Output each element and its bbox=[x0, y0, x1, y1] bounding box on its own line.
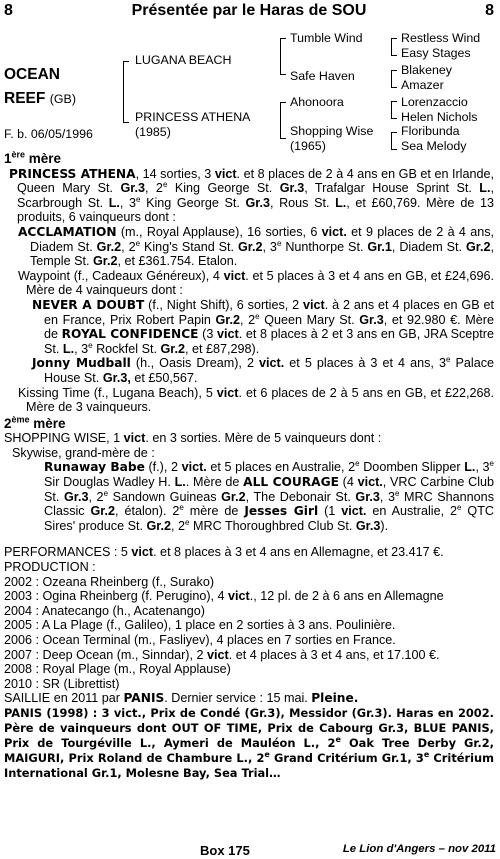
page-number-left: 8 bbox=[4, 2, 13, 19]
sale-reference: Le Lion d'Angers – nov 2011 bbox=[342, 843, 496, 855]
ggs-bracket-2 bbox=[391, 70, 397, 88]
second-dam-heading: 2ème mère bbox=[4, 414, 66, 431]
sire-bracket bbox=[280, 38, 286, 75]
saillie-line: SAILLIE en 2011 par PANIS. Dernier service : 15 mai. Pleine. bbox=[4, 691, 359, 706]
offspring-kissing-time: Kissing Time (f., Lugana Beach), 5 vict. et 6 places de 2 à 5 ans en GB, et £22,268. Mère de 3 vainqueurs. bbox=[18, 385, 494, 415]
ggs-bracket-1 bbox=[391, 38, 397, 56]
grandsire-2: Safe Haven bbox=[290, 69, 355, 83]
horse-name-line1: OCEAN bbox=[4, 66, 60, 83]
catalogue-body bbox=[4, 149, 495, 781]
horse-origin: (GB) bbox=[49, 92, 76, 106]
production-2004: 2004 : Anatecango (h., Acatenango) bbox=[4, 603, 205, 618]
offspring-acclamation: ACCLAMATION (m., Royal Applause), 16 sorties, 6 vict. et 9 places de 2 à 4 ans, Diadem St. Gr.2, 2e King's Stand St. Gr.2, 3e Nunthorpe St. Gr.1, Diadem St. Gr.2, Temple St. Gr.2, et £361.754. Etalon. bbox=[18, 224, 494, 269]
grandsire-3: Ahonoora bbox=[290, 95, 344, 109]
offspring-never-a-doubt: NEVER A DOUBT (f., Night Shift), 6 sorties, 2 vict. à 2 ans et 4 places en GB et en France, Prix Robert Papin Gr.2, 2e Queen Mary St. Gr.3, et 92.980 €. Mère de ROYAL CONFIDENCE (3 vict. et 8 places à 2 et 3 ans en GB, JRA Sceptre St. L., 3e Rockfel St. Gr.2, et £87,298). bbox=[32, 297, 495, 356]
grandsire-1: Tumble Wind bbox=[290, 31, 363, 45]
first-dam-paragraph: PRINCESS ATHENA, 14 sorties, 3 vict. et 8 places de 2 à 4 ans en GB et en Irlande, Queen Mary St. Gr.3, 2e King George St. Gr.3, Trafalgar House Sprint St. L., Scarbrough St. L., 3e King George St. Gr.3, Rous St. L., et £60,769. Mère de 13 produits, 6 vainqueurs dont : bbox=[9, 166, 494, 225]
ggs-1b: Easy Stages bbox=[401, 46, 471, 60]
page-header bbox=[4, 0, 494, 22]
page-title: Présentée par le Haras de SOU bbox=[131, 2, 367, 19]
ggs-4b: Sea Melody bbox=[401, 139, 467, 153]
offspring-waypoint: Waypoint (f., Cadeaux Généreux), 4 vict. et 5 places à 3 et 4 ans en GB, et £24,696. Mère de 4 vainqueurs dont : bbox=[18, 268, 494, 298]
horse-name-line2: REEF bbox=[4, 90, 46, 107]
performances-line: PERFORMANCES : 5 vict. et 8 places à 3 et 4 ans en Allemagne, et 23.417 €. bbox=[4, 545, 444, 560]
production-2010: 2010 : SR (Librettist) bbox=[4, 676, 120, 691]
ggs-4a: Floribunda bbox=[401, 124, 460, 138]
production-2003: 2003 : Ogina Rheinberg (f. Perugino), 4 vict., 12 pl. de 2 à 6 ans en Allemagne bbox=[4, 589, 444, 604]
ggs-2b: Amazer bbox=[401, 78, 444, 92]
sire-dam-bracket bbox=[123, 61, 129, 123]
box-number: Box 175 bbox=[200, 843, 250, 858]
ggs-1a: Restless Wind bbox=[401, 31, 481, 45]
dam-bracket bbox=[280, 102, 286, 139]
panis-paragraph: PANIS (1998) : 3 vict., Prix de Condé (Gr.3), Messidor (Gr.3). Haras en 2002. Père de vainqueurs dont OUT OF TIME, Prix de Cabourg Gr.3, BLUE PANIS, Prix de Tourgéville L., Aymeri de Mauléon L., 2e Oak Tree Derby Gr.2, MAIGURI, Prix Roland de Chambure L., 2e Grand Critérium Gr.1, 3e Critérium International Gr.1, Molesne Bay, Sea Trial… bbox=[4, 705, 494, 780]
ggs-3b: Helen Nichols bbox=[401, 110, 478, 124]
horse-info: F. b. 06/05/1996 bbox=[4, 127, 93, 141]
page-footer bbox=[0, 843, 496, 859]
skywise-line: Skywise, grand-mère de : bbox=[12, 445, 155, 460]
production-heading: PRODUCTION : bbox=[4, 560, 96, 575]
grandsire-4: Shopping Wise bbox=[290, 124, 374, 138]
production-2002: 2002 : Ozeana Rheinberg (f., Surako) bbox=[4, 574, 215, 589]
ggs-2a: Blakeney bbox=[401, 63, 452, 77]
production-2006: 2006 : Ocean Terminal (m., Fasliyev), 4 places en 7 sorties en France. bbox=[4, 633, 396, 647]
production-2008: 2008 : Royal Plage (m., Royal Applause) bbox=[4, 662, 231, 677]
offspring-jonny-mudball: Jonny Mudball (h., Oasis Dream), 2 vict. et 5 places à 3 et 4 ans, 3e Palace House St. Gr.3, et £50,567. bbox=[32, 355, 495, 385]
second-dam-paragraph: SHOPPING WISE, 1 vict. en 3 sorties. Mère de 5 vainqueurs dont : bbox=[4, 431, 382, 446]
ggs-bracket-3 bbox=[391, 101, 397, 119]
sire-name: LUGANA BEACH bbox=[135, 53, 232, 67]
ggs-bracket-4 bbox=[391, 132, 397, 150]
first-dam-heading: 1ère mère bbox=[4, 149, 62, 166]
offspring-runaway-babe: Runaway Babe (f.), 2 vict. et 5 places en Australie, 2e Doomben Slipper L., 3e Sir Douglas Wadley H. L.. Mère de ALL COURAGE (4 vict., VRC Carbine Club St. Gr.3, 2e Sandown Guineas Gr.2, The Debonair St. Gr.3, 3e MRC Shannons Classic Gr.2, étalon). 2e mère de Jesses Girl (1 vict. en Australie, 2e QTC Sires' produce St. Gr.2, 2e MRC Thoroughbred Club St. Gr.3). bbox=[44, 459, 495, 533]
dam-year: (1985) bbox=[135, 125, 171, 139]
grandsire-4-year: (1965) bbox=[290, 139, 326, 153]
dam-name: PRINCESS ATHENA bbox=[135, 110, 251, 124]
production-2007: 2007 : Deep Ocean (m., Sinndar), 2 vict. et 4 places à 3 et 4 ans, et 17.100 €. bbox=[4, 647, 440, 662]
page-number-right: 8 bbox=[485, 2, 494, 19]
ggs-3a: Lorenzaccio bbox=[401, 95, 468, 109]
production-2005: 2005 : A La Plage (f., Galileo), 1 place en 2 sorties à 3 ans. Poulinière. bbox=[4, 618, 396, 633]
